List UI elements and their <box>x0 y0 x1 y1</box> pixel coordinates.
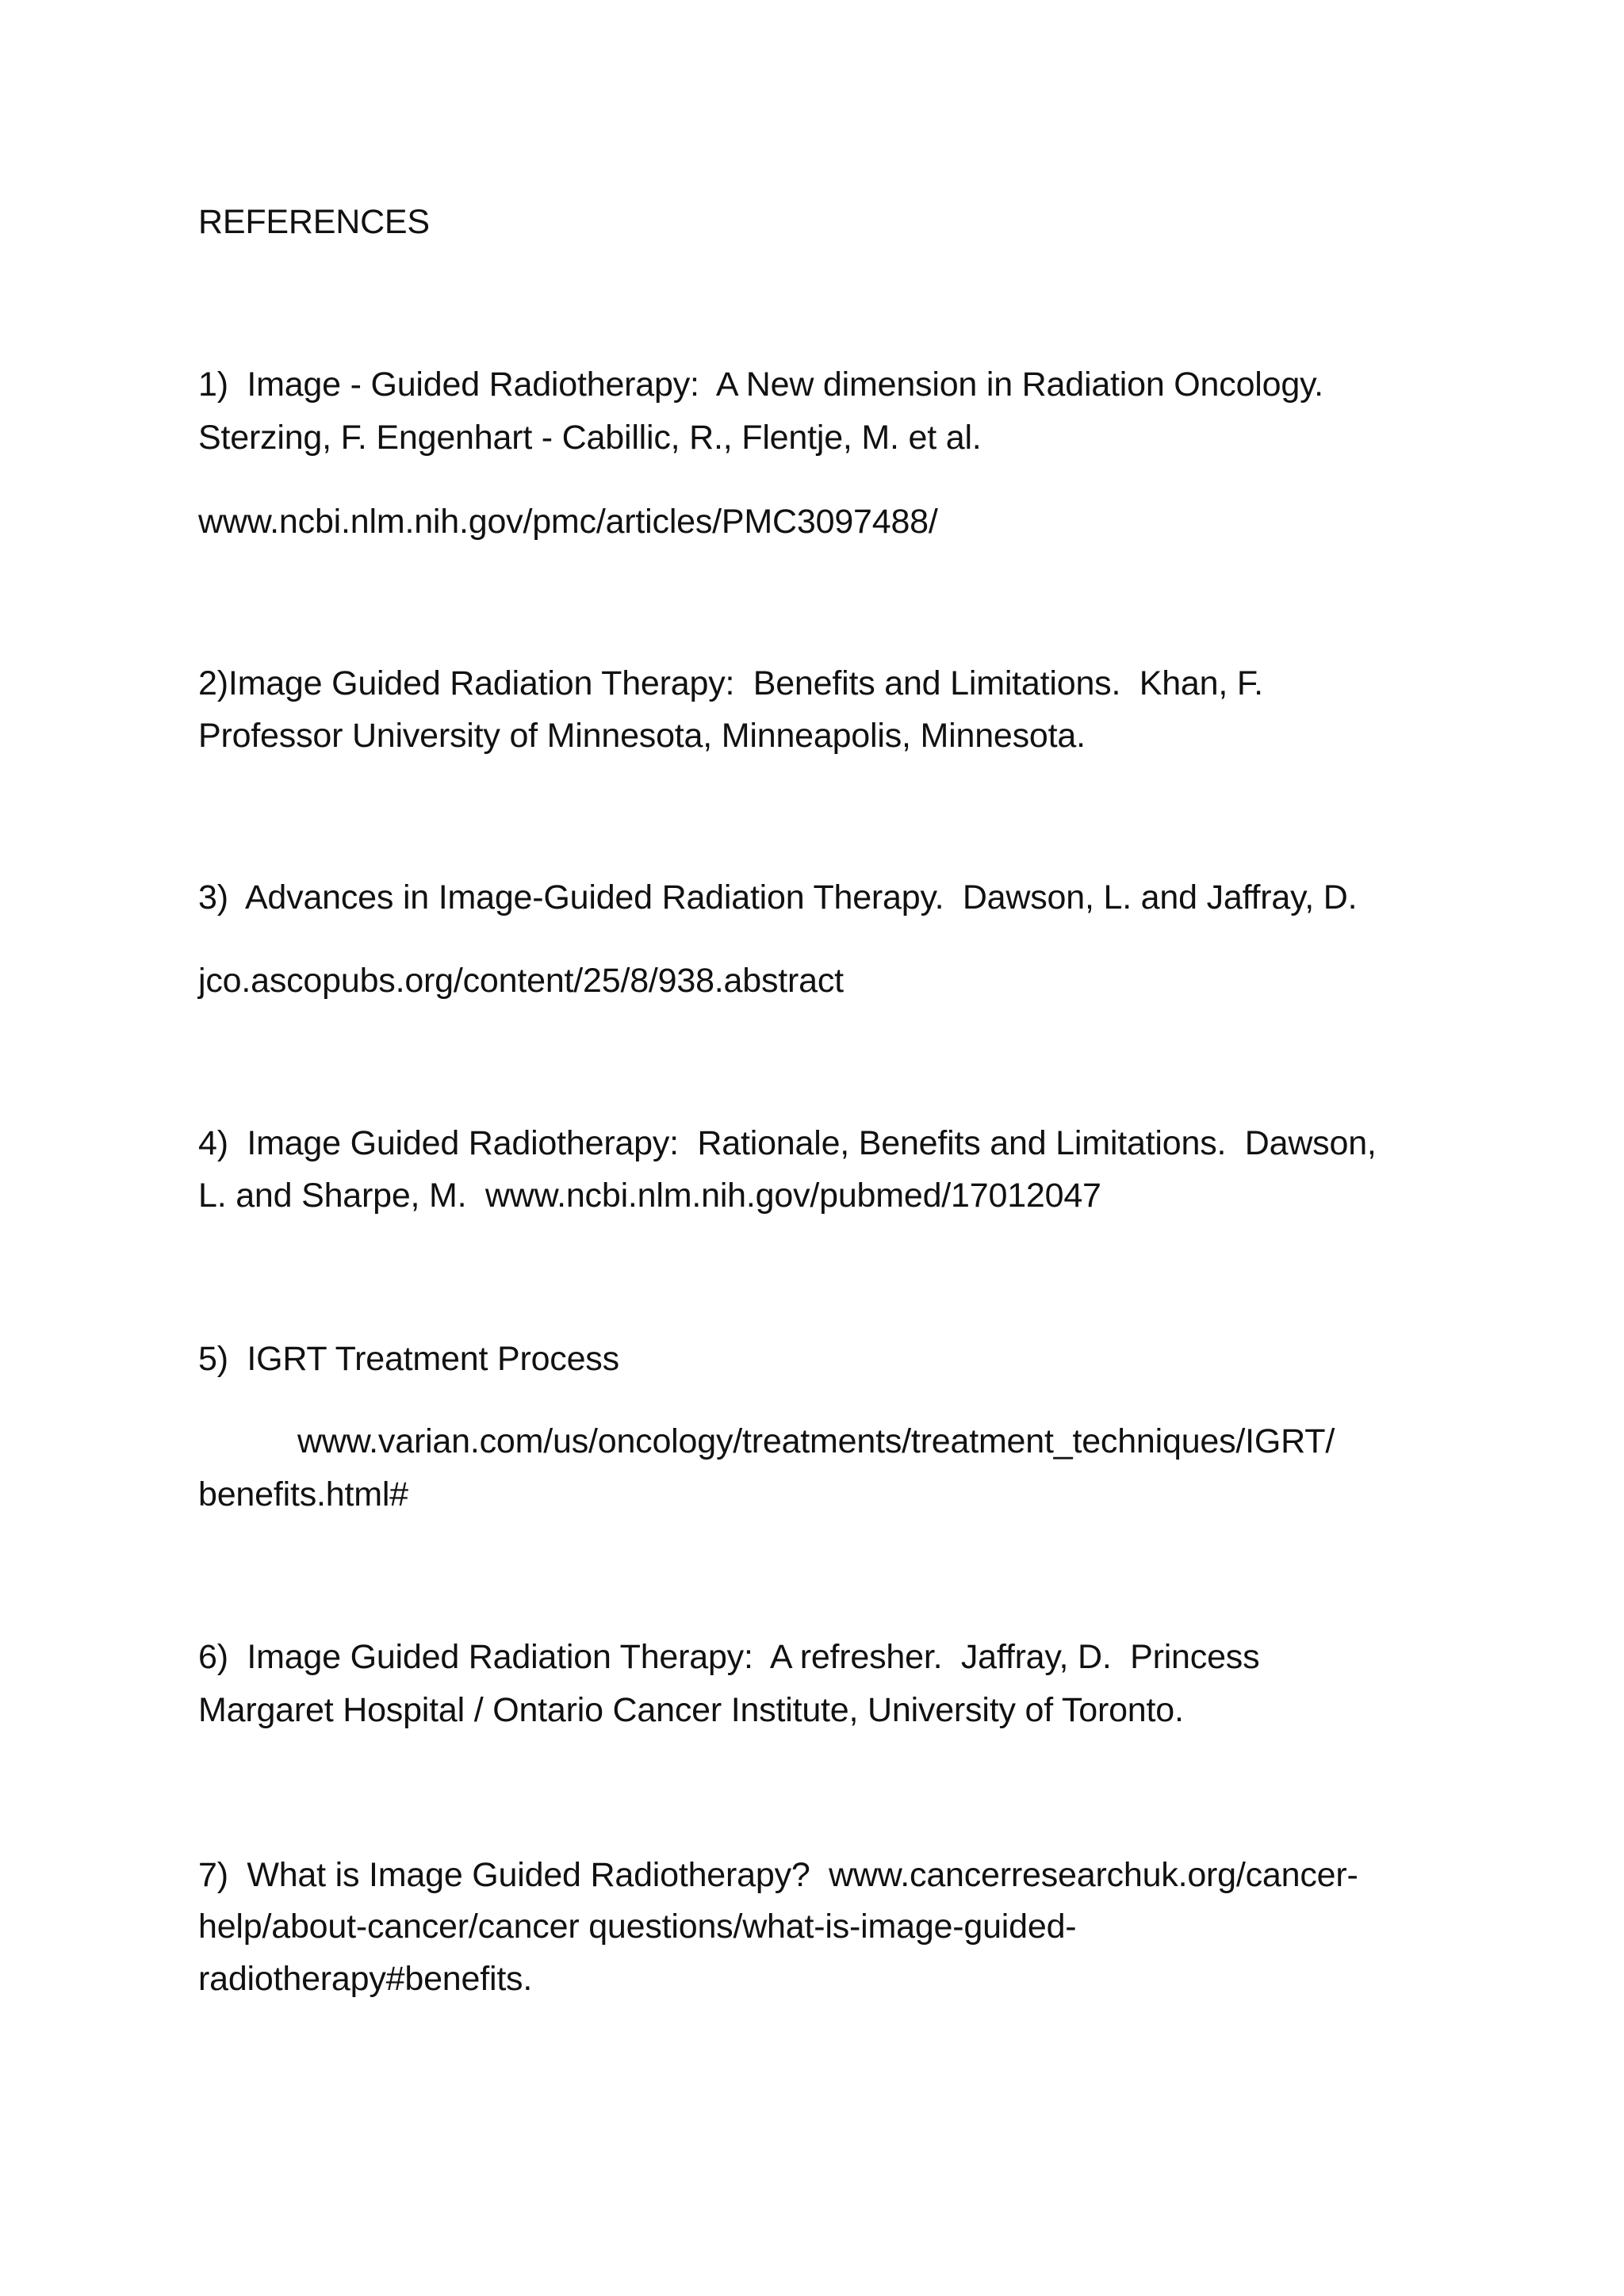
reference-5-link-line-2: benefits.html# <box>198 1475 408 1513</box>
reference-6-line-1: 6) Image Guided Radiation Therapy: A refresher. Jaffray, D. Princess <box>198 1638 1260 1676</box>
reference-4-line-2: L. and Sharpe, M. www.ncbi.nlm.nih.gov/pubmed/17012047 <box>198 1177 1101 1215</box>
reference-1-line-1: 1) Image - Guided Radiotherapy: A New dimension in Radiation Oncology. <box>198 365 1323 404</box>
reference-2-line-2: Professor University of Minnesota, Minneapolis, Minnesota. <box>198 717 1086 755</box>
reference-7-line-1: 7) What is Image Guided Radiotherapy? www.cancerresearchuk.org/cancer- <box>198 1856 1358 1894</box>
reference-3-link: jco.ascopubs.org/content/25/8/938.abstract <box>198 962 844 1000</box>
reference-7-line-3: radiotherapy#benefits. <box>198 1960 533 1998</box>
reference-2-line-1: 2)Image Guided Radiation Therapy: Benefits and Limitations. Khan, F. <box>198 664 1263 702</box>
reference-1-line-2: Sterzing, F. Engenhart - Cabillic, R., Flentje, M. et al. <box>198 419 982 457</box>
reference-5-link-line-1: www.varian.com/us/oncology/treatments/treatment_techniques/IGRT/ <box>297 1422 1335 1460</box>
reference-1-link: www.ncbi.nlm.nih.gov/pmc/articles/PMC3097488/ <box>198 503 938 541</box>
reference-3-line-1: 3) Advances in Image-Guided Radiation Therapy. Dawson, L. and Jaffray, D. <box>198 878 1358 916</box>
page-title: REFERENCES <box>198 203 430 241</box>
reference-4-line-1: 4) Image Guided Radiotherapy: Rationale, Benefits and Limitations. Dawson, <box>198 1124 1377 1162</box>
reference-5-line-1: 5) IGRT Treatment Process <box>198 1340 619 1378</box>
reference-7-line-2: help/about-cancer/cancer questions/what-is-image-guided- <box>198 1908 1077 1946</box>
reference-6-line-2: Margaret Hospital / Ontario Cancer Institute, University of Toronto. <box>198 1691 1184 1729</box>
